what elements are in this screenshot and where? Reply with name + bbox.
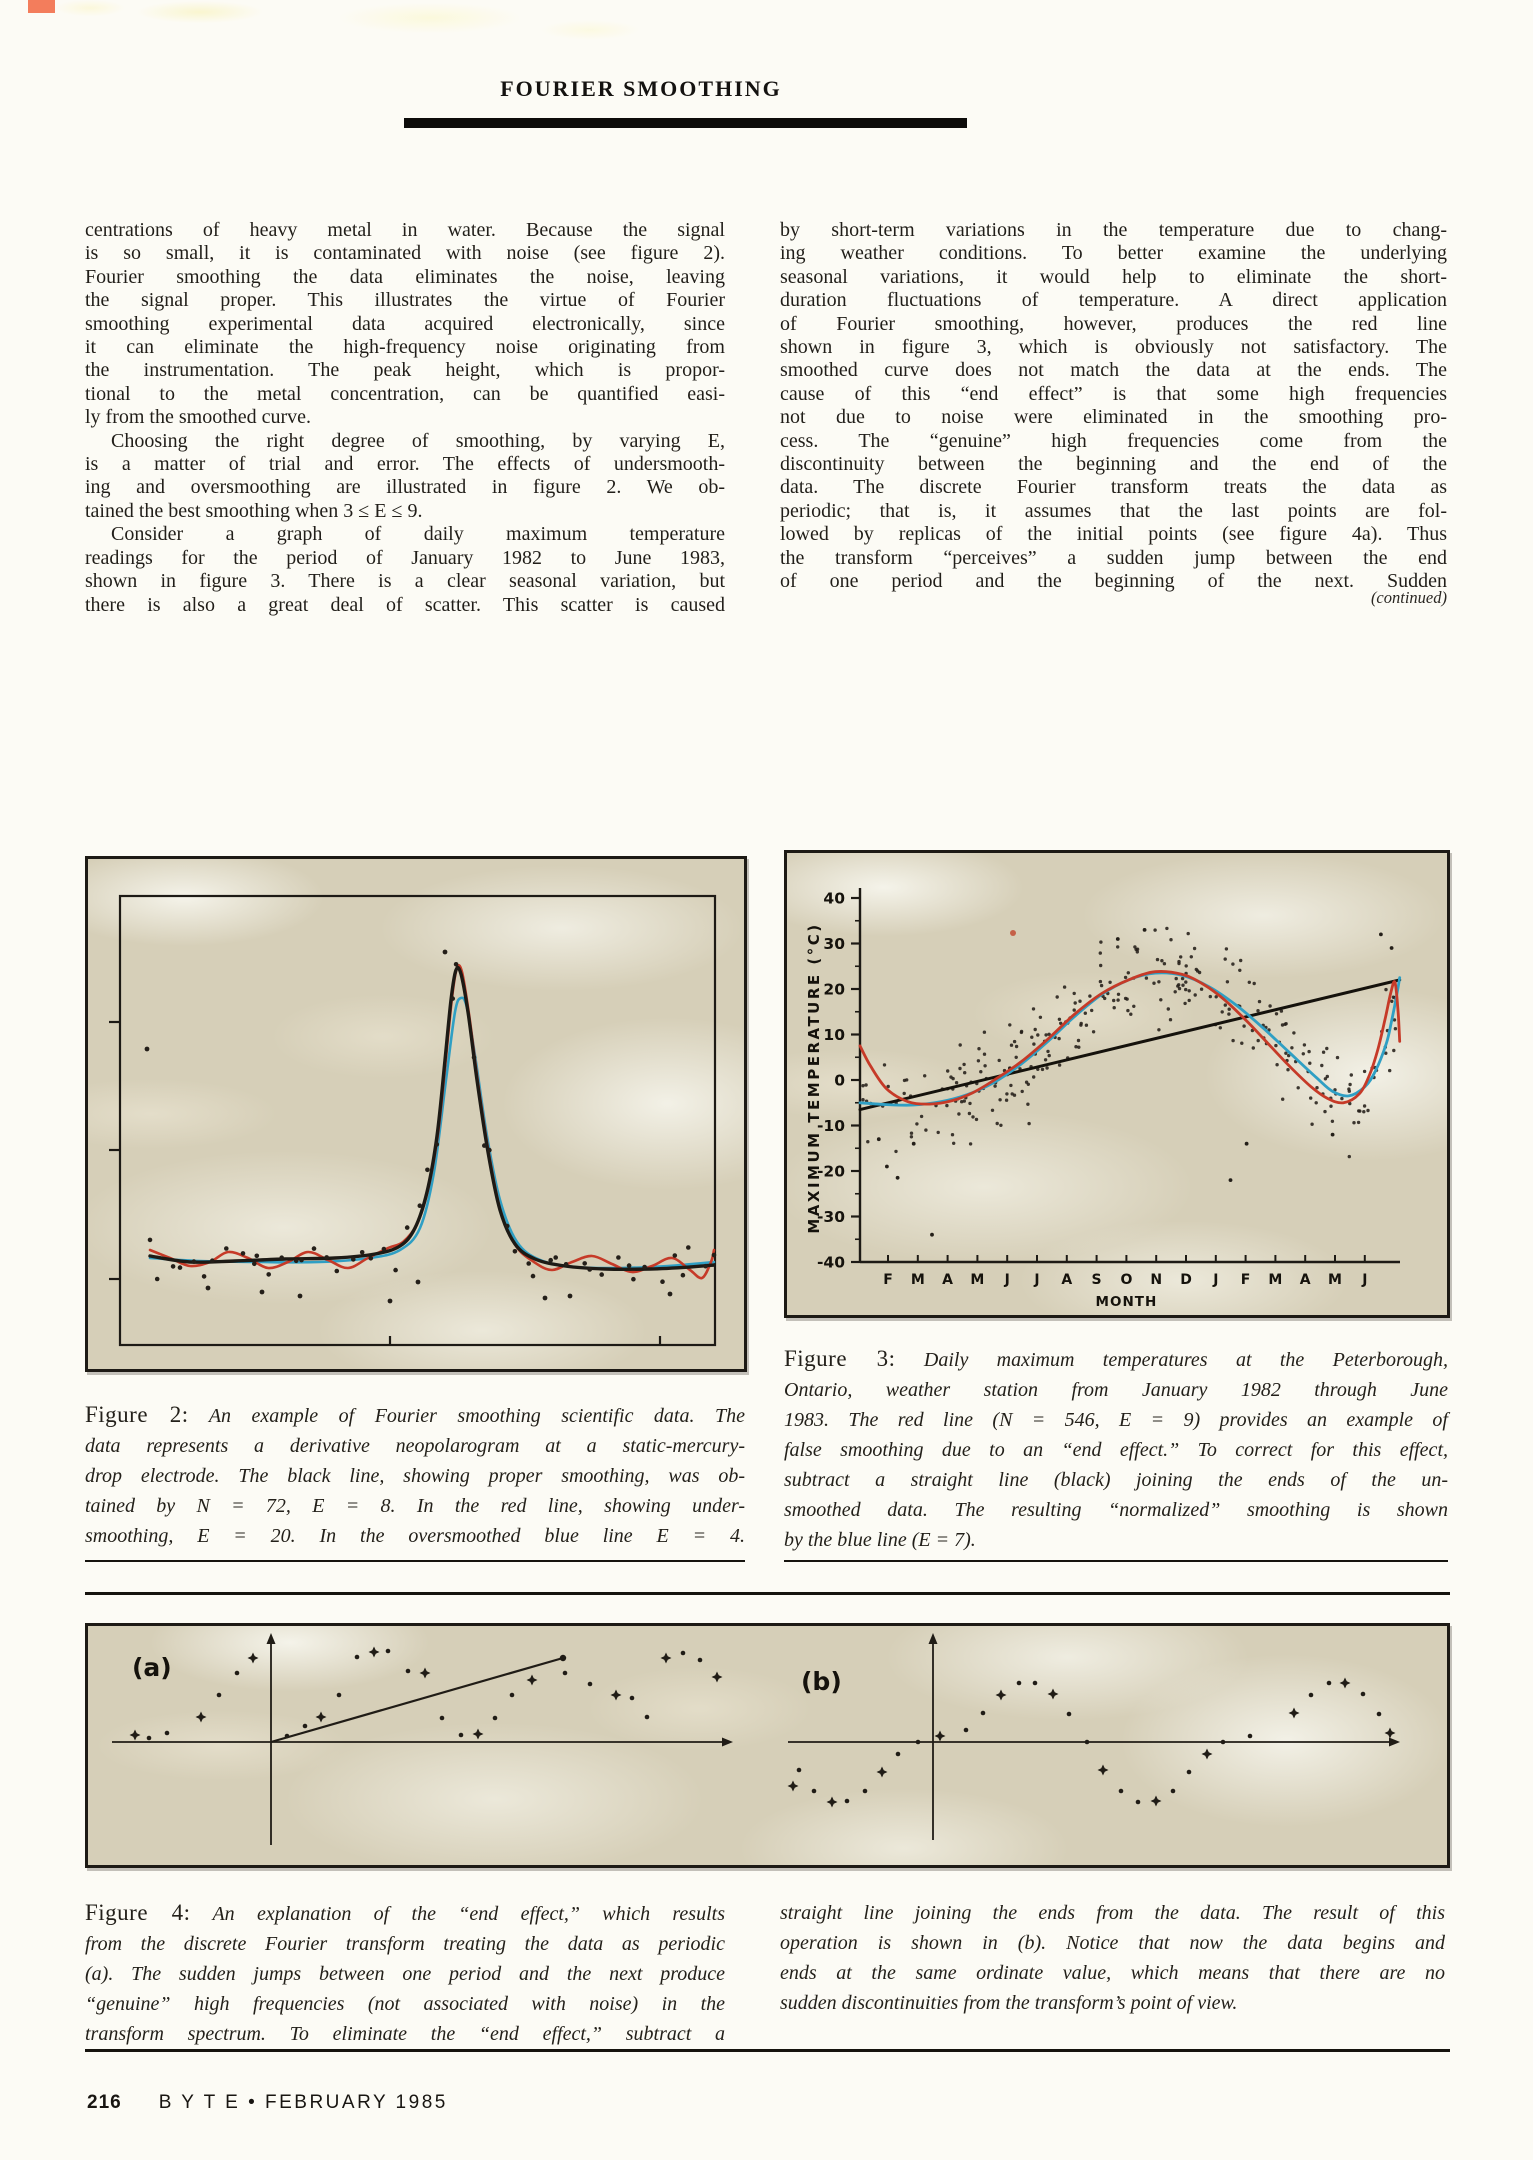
section-rule-below-figure-4-caption <box>85 2049 1450 2052</box>
caption-line: 1983. The red line (N = 546, E = 9) provides an example of <box>784 1409 1448 1431</box>
svg-text:-10: -10 <box>816 1117 845 1135</box>
body-text-line: is so small, it is contaminated with noise (see figure 2). <box>85 242 725 265</box>
masthead <box>341 76 941 102</box>
body-text-line: seasonal variations, it would help to eliminate the short- <box>780 265 1447 288</box>
svg-text:S: S <box>1091 1272 1102 1288</box>
x-axis-title: MONTH <box>1095 1294 1158 1310</box>
svg-text:M: M <box>970 1272 985 1288</box>
caption-line: drop electrode. The black line, showing proper smoothing, was ob- <box>85 1465 745 1487</box>
body-text-line: discontinuity between the beginning and the end of the <box>780 453 1447 476</box>
svg-text:30: 30 <box>823 935 845 953</box>
body-text-line: smoothed curve does not match the data at the ends. The <box>780 359 1447 382</box>
body-text-line: the instrumentation. The peak height, which is propor- <box>85 359 725 382</box>
caption-line: Figure 2: An example of Fourier smoothing scientific data. The <box>85 1402 745 1427</box>
page-title: FOURIER SMOOTHING <box>500 76 782 101</box>
body-text-line: of Fourier smoothing, however, produces the red line <box>780 312 1447 335</box>
page-footer <box>87 2092 448 2114</box>
figure-3-chart <box>784 850 1450 1318</box>
caption-line: subtract a straight line (black) joining the ends of the un- <box>784 1469 1448 1491</box>
svg-text:A: A <box>1061 1272 1073 1288</box>
caption-line: data represents a derivative neopolarogram at a static-mercury- <box>85 1435 745 1457</box>
caption-rule-figure-3 <box>784 1560 1448 1562</box>
svg-text:J: J <box>1213 1272 1219 1288</box>
text-column-left <box>85 219 725 617</box>
body-text-line: lowed by replicas of the initial points (see figure 4a). Thus <box>780 523 1447 546</box>
svg-text:-40: -40 <box>816 1253 845 1272</box>
caption-line: Ontario, weather station from January 1982 through June <box>784 1379 1448 1401</box>
caption-line: smoothed data. The resulting “normalized” smoothing is shown <box>784 1499 1448 1521</box>
page-number: 216 <box>87 2092 122 2113</box>
body-text-line: the signal proper. This illustrates the virtue of Fourier <box>85 289 725 312</box>
trend-line <box>271 1658 563 1742</box>
svg-text:10: 10 <box>823 1026 845 1044</box>
title-rule <box>404 118 967 128</box>
figure-3-caption <box>784 1344 1448 1555</box>
body-text-line: readings for the period of January 1982 to June 1983, <box>85 546 725 569</box>
figure-4-chart <box>85 1623 1450 1868</box>
body-text-line: by short-term variations in the temperature due to chang- <box>780 219 1447 241</box>
svg-text:O: O <box>1120 1272 1133 1288</box>
text-column-right <box>780 219 1447 594</box>
fig3-scatter <box>861 927 1397 1237</box>
body-text-line: duration fluctuations of temperature. A direct application <box>780 289 1447 312</box>
caption-label: Figure 4: <box>85 1900 191 1925</box>
caption-label: Figure 3: <box>784 1346 896 1371</box>
body-text-line: data. The discrete Fourier transform treats the data as <box>780 476 1447 499</box>
body-text-line: Consider a graph of daily maximum temperature <box>111 523 725 546</box>
body-text-line: smoothing experimental data acquired electronically, since <box>85 312 725 335</box>
svg-text:J: J <box>1004 1272 1010 1288</box>
caption-line: smoothing, E = 20. In the oversmoothed blue line E = 4. <box>85 1525 745 1547</box>
panel-label: (b) <box>801 1667 842 1696</box>
body-text-line: the transform “perceives” a sudden jump between the end <box>780 546 1447 569</box>
body-text-line: Choosing the right degree of smoothing, by varying E, <box>111 429 725 452</box>
svg-text:0: 0 <box>834 1071 845 1090</box>
panel-label: (a) <box>132 1653 172 1682</box>
body-text-line: shown in figure 3, which is obviously not satisfactory. The <box>780 336 1447 359</box>
registration-mark <box>28 0 55 13</box>
caption-line: sudden discontinuities from the transform’s point of view. <box>780 1992 1238 2014</box>
svg-text:F: F <box>1240 1272 1251 1288</box>
fig2-frame <box>87 858 746 1371</box>
svg-text:20: 20 <box>823 980 845 999</box>
body-text-line: centrations of heavy metal in water. Because the signal <box>85 219 725 241</box>
body-text-line: periodic; that is, it assumes that the last points are fol- <box>780 499 1447 522</box>
body-text-line: of one period and the beginning of the next. Sudden <box>780 570 1447 593</box>
fig2-scatter <box>145 950 717 1304</box>
svg-text:D: D <box>1180 1272 1192 1288</box>
caption-line: Figure 3: Daily maximum temperatures at the Peterborough, <box>784 1346 1448 1371</box>
section-rule-above-figure-4 <box>85 1592 1450 1595</box>
body-text-line: tained the best smoothing when 3 ≤ E ≤ 9. <box>85 499 423 522</box>
y-axis-title: MAXIMUM TEMPERATURE (°C) <box>805 922 823 1234</box>
body-text-line: cause of this “end effect” is that some high frequencies <box>780 382 1447 405</box>
caption-line: false smoothing due to an “end effect.” To correct for this effect, <box>784 1439 1448 1461</box>
caption-rule-figure-2 <box>85 1560 745 1562</box>
body-text-line: there is also a great deal of scatter. This scatter is caused <box>85 593 725 616</box>
body-text-line: not due to noise were eliminated in the smoothing pro- <box>780 406 1447 429</box>
svg-text:A: A <box>942 1272 954 1288</box>
caption-line: from the discrete Fourier transform treating the data as periodic <box>85 1933 725 1955</box>
svg-text:A: A <box>1299 1272 1311 1288</box>
caption-line: ends at the same ordinate value, which means that there are no <box>780 1962 1445 1984</box>
figure-4a-panel <box>112 1633 733 1845</box>
svg-text:-30: -30 <box>816 1208 845 1226</box>
caption-label: Figure 2: <box>85 1402 189 1427</box>
svg-text:J: J <box>1034 1272 1040 1288</box>
svg-text:F: F <box>883 1272 893 1288</box>
svg-text:M: M <box>910 1272 925 1288</box>
caption-line: by the blue line (E = 7). <box>784 1529 976 1551</box>
figure-2-caption <box>85 1400 745 1551</box>
figure-4-caption-left <box>85 1898 725 2049</box>
body-text-line: cess. The “genuine” high frequencies come from the <box>780 429 1447 452</box>
fig4-frame <box>87 1625 1449 1867</box>
body-text-line: shown in figure 3. There is a clear seasonal variation, but <box>85 570 725 593</box>
body-text-line: ing weather conditions. To better examine the underlying <box>780 242 1447 265</box>
caption-line: transform spectrum. To eliminate the “end effect,” subtract a <box>85 2023 725 2045</box>
figure-4-caption-right <box>780 1898 1445 2018</box>
continued-note: (continued) <box>1370 588 1447 607</box>
caption-line: “genuine” high frequencies (not associated with noise) in the <box>85 1993 725 2015</box>
body-text-line: is a matter of trial and error. The effects of undersmooth- <box>85 453 725 476</box>
caption-line: Figure 4: An explanation of the “end effect,” which results <box>85 1900 725 1925</box>
fig2-curves <box>150 965 714 1278</box>
figure-4b-panel <box>788 1633 1401 1840</box>
svg-text:N: N <box>1150 1272 1163 1288</box>
caption-line: tained by N = 72, E = 8. In the red line, showing under- <box>85 1495 745 1517</box>
svg-text:J: J <box>1362 1272 1368 1288</box>
caption-line: (a). The sudden jumps between one period and the next produce <box>85 1963 725 1985</box>
caption-line: straight line joining the ends from the data. The result of this <box>780 1902 1445 1924</box>
body-text-line: Fourier smoothing the data eliminates the noise, leaving <box>85 265 725 288</box>
fig3-curves <box>860 971 1400 1109</box>
svg-text:-20: -20 <box>816 1162 845 1181</box>
body-text-line: ly from the smoothed curve. <box>85 406 312 429</box>
svg-text:M: M <box>1268 1272 1283 1288</box>
body-text-line: tional to the metal concentration, can be quantified easi- <box>85 382 725 405</box>
body-text-line: ing and oversmoothing are illustrated in figure 2. We ob- <box>85 476 725 499</box>
caption-line: operation is shown in (b). Notice that now the data begins and <box>780 1932 1445 1954</box>
body-text-line: it can eliminate the high-frequency noise originating from <box>85 336 725 359</box>
svg-text:40: 40 <box>823 889 845 908</box>
scan-speck <box>1010 930 1016 936</box>
figure-2-chart <box>85 856 747 1372</box>
magazine-name: B Y T E • FEBRUARY 1985 <box>158 2092 448 2113</box>
svg-text:M: M <box>1328 1272 1342 1288</box>
